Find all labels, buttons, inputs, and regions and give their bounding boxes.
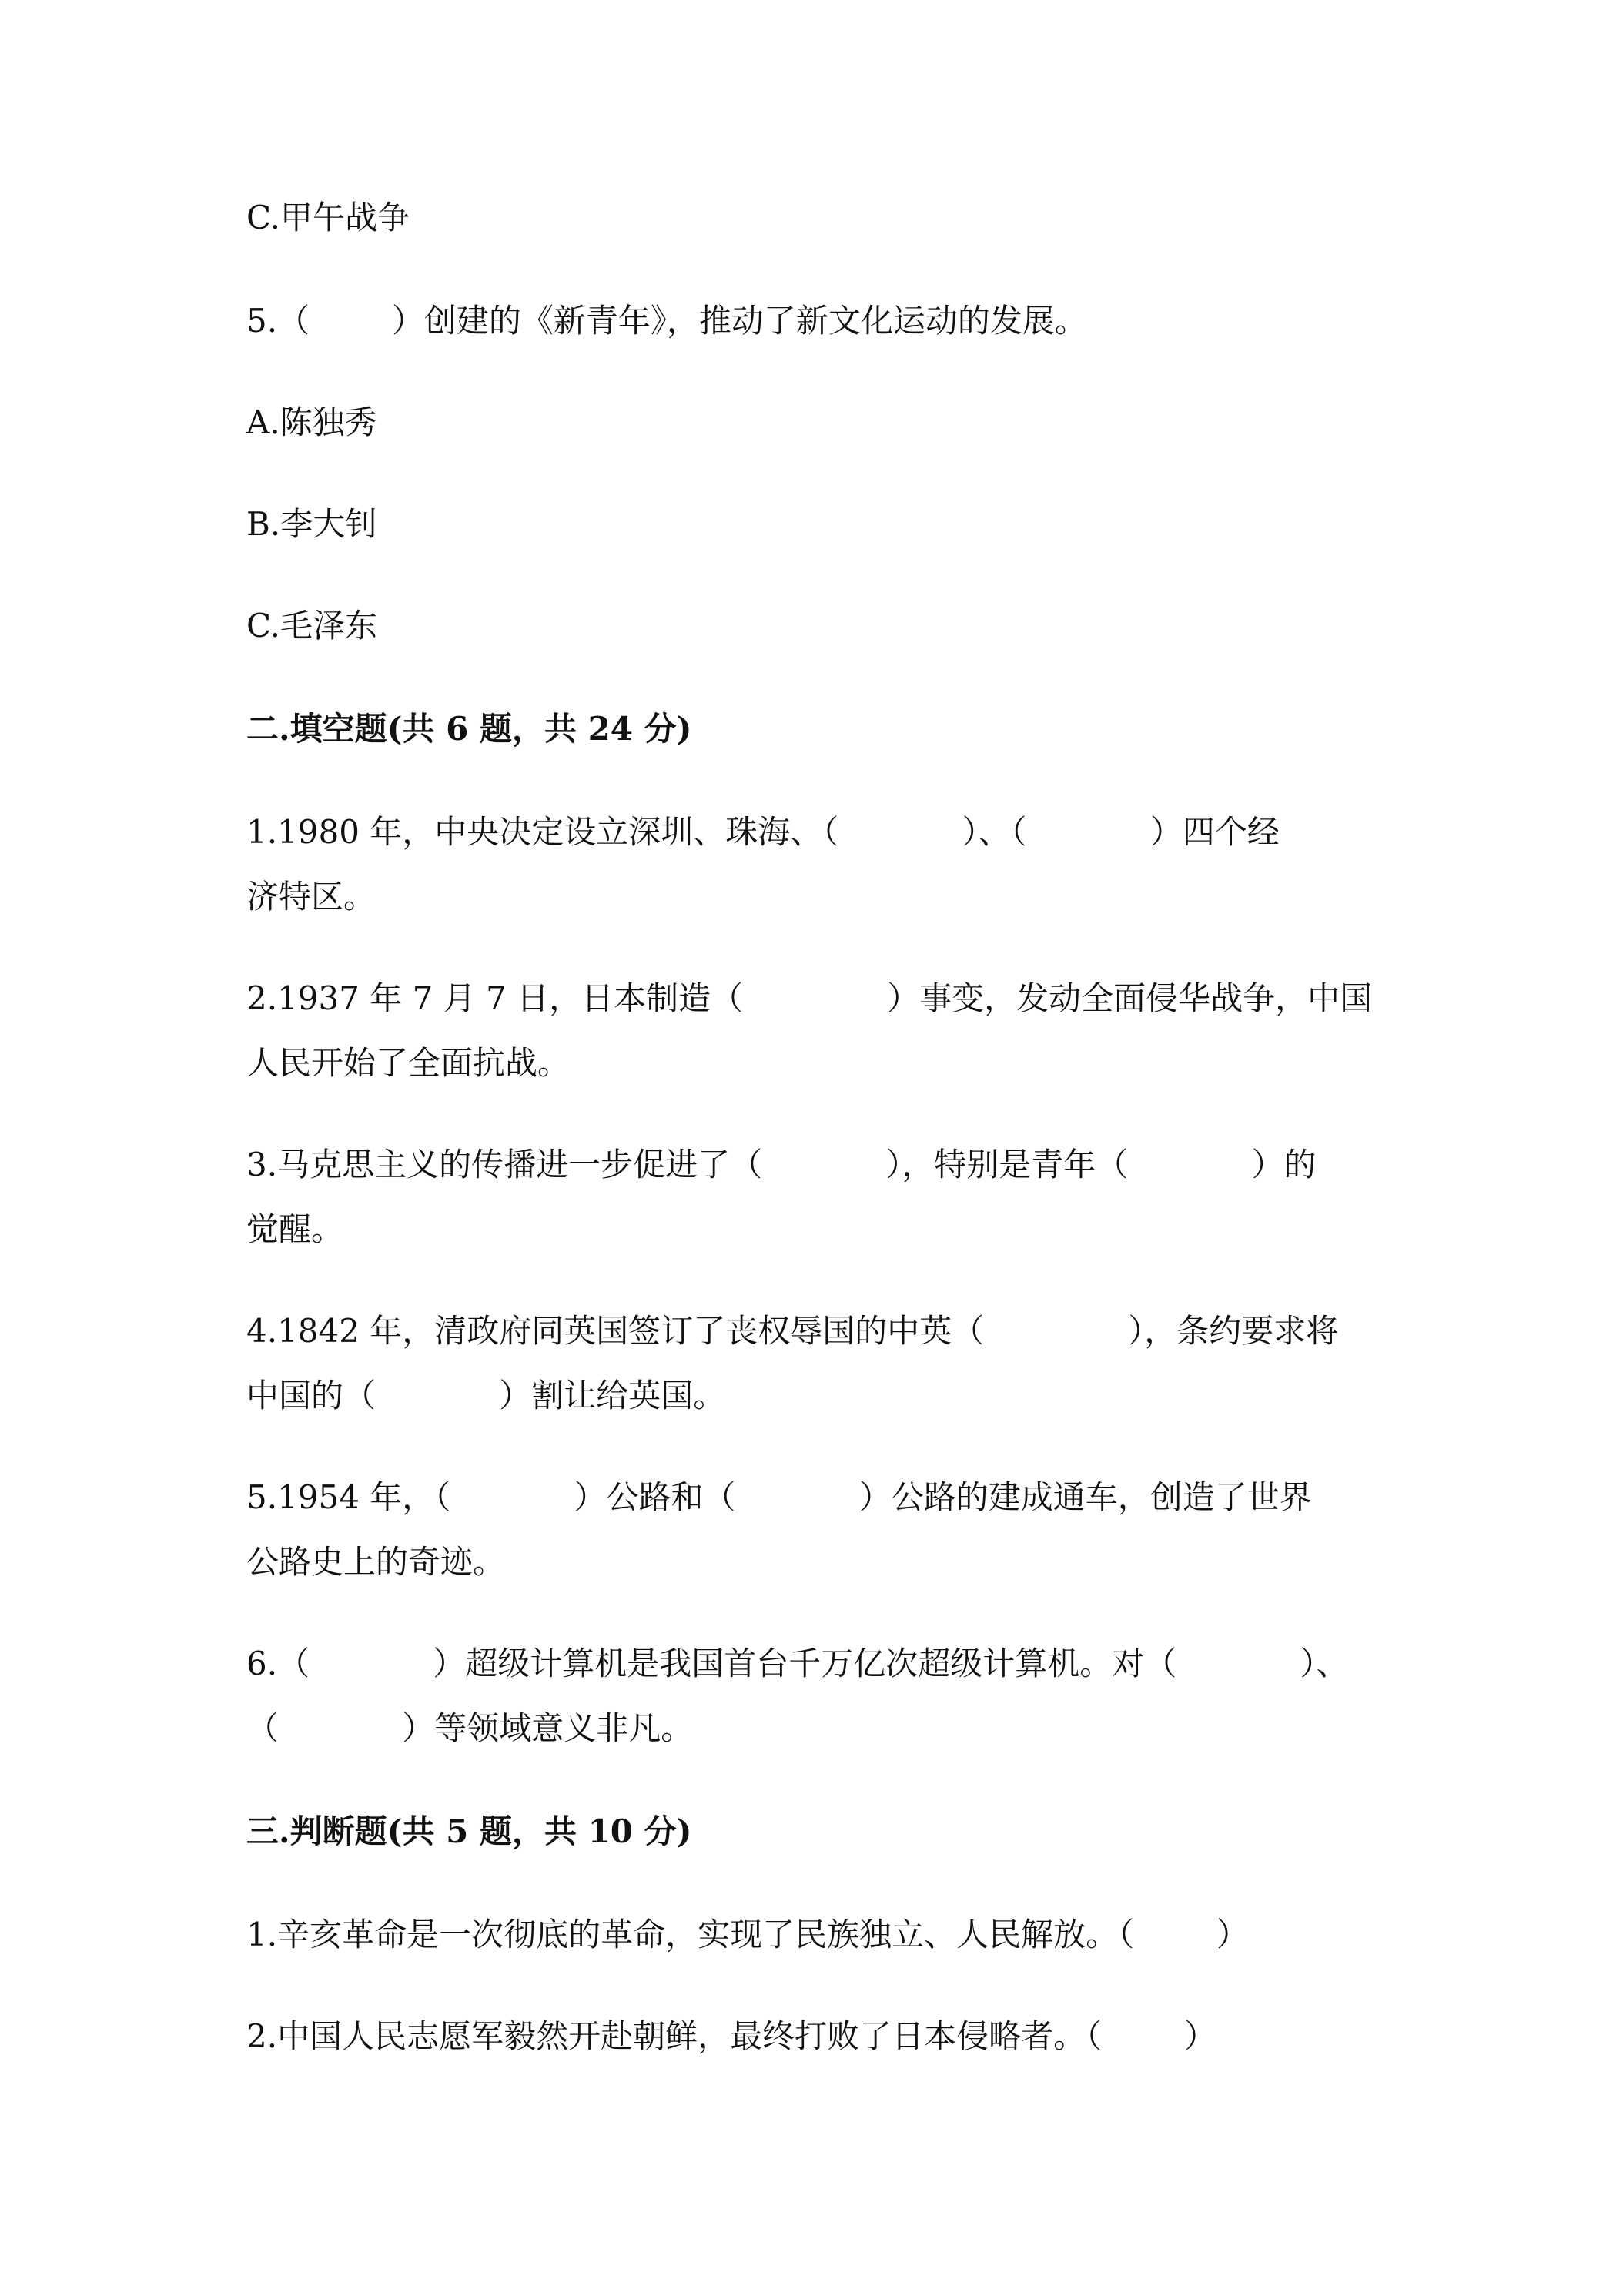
fill-question-2-line-2: 人民开始了全面抗战。: [246, 1044, 571, 1082]
fill-question-4-line-2: 中国的（ ）割让给英国。: [246, 1377, 726, 1414]
fill-question-1-line-1: 1.1980 年，中央决定设立深圳、珠海、（ ）、（ ）四个经: [246, 813, 1280, 851]
option-c: C.毛泽东: [246, 607, 377, 644]
fill-question-2-line-1: 2.1937 年 7 月 7 日，日本制造（ ）事变，发动全面侵华战争，中国: [246, 979, 1373, 1017]
fill-question-6-line-1: 6.（ ）超级计算机是我国首台千万亿次超级计算机。对（ ）、: [246, 1645, 1349, 1682]
fill-question-1-line-2: 济特区。: [246, 878, 376, 915]
fill-question-4-line-1: 4.1842 年，清政府同英国签订了丧权辱国的中英（ ），条约要求将: [246, 1312, 1339, 1350]
option-c-previous: C.甲午战争: [246, 199, 410, 236]
section-heading-fill-in: 二.填空题(共 6 题，共 24 分): [246, 710, 692, 748]
judge-question-1: 1.辛亥革命是一次彻底的革命，实现了民族独立、人民解放。（ ）: [246, 1916, 1249, 1953]
question-5: 5.（ ）创建的《新青年》，推动了新文化运动的发展。: [246, 302, 1087, 340]
fill-question-5-line-2: 公路史上的奇迹。: [246, 1543, 506, 1581]
judge-question-2: 2.中国人民志愿军毅然开赴朝鲜，最终打败了日本侵略者。（ ）: [246, 2017, 1216, 2055]
section-heading-true-false: 三.判断题(共 5 题，共 10 分): [246, 1812, 692, 1850]
fill-question-3-line-1: 3.马克思主义的传播进一步促进了（ ），特别是青年（ ）的: [246, 1146, 1317, 1183]
option-a: A.陈独秀: [246, 403, 377, 441]
fill-question-6-line-2: （ ）等领域意义非凡。: [246, 1709, 694, 1747]
fill-question-5-line-1: 5.1954 年，（ ）公路和（ ）公路的建成通车，创造了世界: [246, 1478, 1312, 1516]
fill-question-3-line-2: 觉醒。: [246, 1210, 344, 1248]
option-b: B.李大钊: [246, 505, 378, 543]
